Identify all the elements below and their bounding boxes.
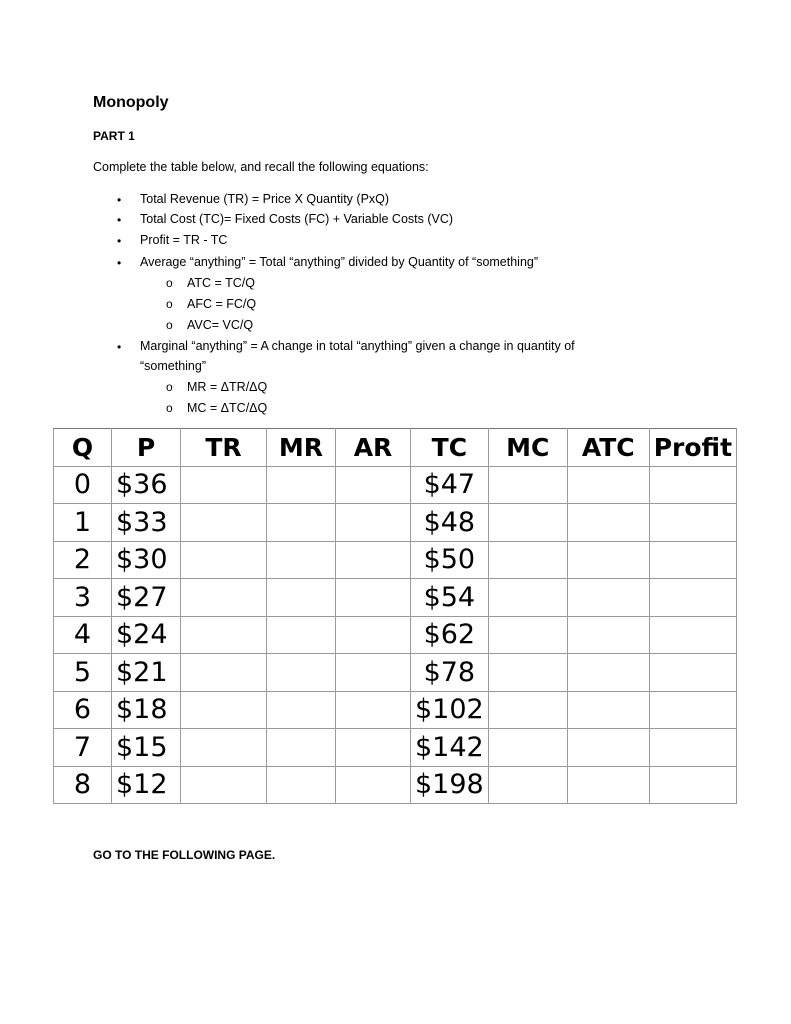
atc-cell[interactable]: [567, 766, 649, 804]
mc-cell[interactable]: [488, 579, 567, 617]
instructions-text: Complete the table below, and recall the following equations:: [93, 160, 429, 174]
mc-cell[interactable]: [488, 616, 567, 654]
atc-cell[interactable]: [567, 466, 649, 504]
mc-cell[interactable]: [488, 729, 567, 767]
header-profit: Profit: [649, 429, 736, 467]
mr-cell[interactable]: [267, 616, 336, 654]
mr-cell[interactable]: [267, 766, 336, 804]
ar-cell[interactable]: [336, 729, 411, 767]
table-header-row: [54, 429, 737, 467]
tr-cell[interactable]: [181, 504, 267, 542]
tr-cell[interactable]: [181, 729, 267, 767]
p-cell: $30: [112, 541, 181, 579]
tc-cell: $47: [411, 466, 489, 504]
header-atc: ATC: [567, 429, 649, 467]
atc-cell[interactable]: [567, 541, 649, 579]
tc-cell: $78: [411, 654, 489, 692]
ar-cell[interactable]: [336, 466, 411, 504]
atc-cell[interactable]: [567, 691, 649, 729]
tc-cell: $54: [411, 579, 489, 617]
profit-cell[interactable]: [649, 541, 736, 579]
q-cell: 3: [54, 579, 112, 617]
p-cell: $15: [112, 729, 181, 767]
tc-cell: $142: [411, 729, 489, 767]
equation-marginal: Marginal “anything” = A change in total “anything” given a change in quantity of: [140, 339, 575, 353]
bullet-icon: •: [117, 256, 122, 270]
atc-cell[interactable]: [567, 654, 649, 692]
profit-cell[interactable]: [649, 466, 736, 504]
bullet-icon: •: [117, 234, 122, 248]
p-cell: $24: [112, 616, 181, 654]
sub-bullet-icon: o: [166, 297, 173, 311]
ar-cell[interactable]: [336, 504, 411, 542]
mr-cell[interactable]: [267, 579, 336, 617]
header-tc: TC: [411, 429, 489, 467]
p-cell: $21: [112, 654, 181, 692]
equation-mr: MR = ΔTR/ΔQ: [187, 380, 268, 394]
p-cell: $12: [112, 766, 181, 804]
q-cell: 0: [54, 466, 112, 504]
mr-cell[interactable]: [267, 654, 336, 692]
equation-afc: AFC = FC/Q: [187, 297, 257, 311]
ar-cell[interactable]: [336, 691, 411, 729]
q-cell: 7: [54, 729, 112, 767]
tr-cell[interactable]: [181, 541, 267, 579]
tc-cell: $62: [411, 616, 489, 654]
table-row: [54, 504, 737, 542]
ar-cell[interactable]: [336, 541, 411, 579]
ar-cell[interactable]: [336, 766, 411, 804]
bullet-icon: •: [117, 340, 122, 354]
profit-cell[interactable]: [649, 729, 736, 767]
sub-bullet-icon: o: [166, 276, 173, 290]
profit-cell[interactable]: [649, 691, 736, 729]
footer-note: GO TO THE FOLLOWING PAGE.: [93, 848, 276, 862]
equation-profit: Profit = TR - TC: [140, 233, 228, 247]
q-cell: 2: [54, 541, 112, 579]
table-row: [54, 579, 737, 617]
profit-cell[interactable]: [649, 616, 736, 654]
table-row: [54, 766, 737, 804]
bullet-icon: •: [117, 193, 122, 207]
tc-cell: $50: [411, 541, 489, 579]
mr-cell[interactable]: [267, 504, 336, 542]
equation-atc: ATC = TC/Q: [187, 276, 255, 290]
p-cell: $27: [112, 579, 181, 617]
tr-cell[interactable]: [181, 466, 267, 504]
ar-cell[interactable]: [336, 579, 411, 617]
mc-cell[interactable]: [488, 691, 567, 729]
table-row: [54, 616, 737, 654]
header-tr: TR: [181, 429, 267, 467]
q-cell: 6: [54, 691, 112, 729]
profit-cell[interactable]: [649, 579, 736, 617]
sub-bullet-icon: o: [166, 318, 173, 332]
table-row: [54, 691, 737, 729]
equation-total-revenue: Total Revenue (TR) = Price X Quantity (PxQ): [140, 192, 390, 206]
tc-cell: $198: [411, 766, 489, 804]
tr-cell[interactable]: [181, 766, 267, 804]
p-cell: $18: [112, 691, 181, 729]
mr-cell[interactable]: [267, 466, 336, 504]
profit-cell[interactable]: [649, 654, 736, 692]
tr-cell[interactable]: [181, 616, 267, 654]
monopoly-table: [53, 428, 737, 804]
q-cell: 5: [54, 654, 112, 692]
ar-cell[interactable]: [336, 616, 411, 654]
equation-total-cost: Total Cost (TC)= Fixed Costs (FC) + Variable Costs (VC): [140, 212, 454, 226]
header-p: P: [112, 429, 181, 467]
profit-cell[interactable]: [649, 504, 736, 542]
header-ar: AR: [336, 429, 411, 467]
mc-cell[interactable]: [488, 466, 567, 504]
mc-cell[interactable]: [488, 654, 567, 692]
table-row: [54, 541, 737, 579]
tc-cell: $102: [411, 691, 489, 729]
equation-marginal-continued: “something”: [140, 359, 206, 373]
equation-avc: AVC= VC/Q: [187, 318, 254, 332]
mc-cell[interactable]: [488, 766, 567, 804]
equation-mc: MC = ΔTC/ΔQ: [187, 401, 268, 415]
q-cell: 8: [54, 766, 112, 804]
header-q: Q: [54, 429, 112, 467]
tc-cell: $48: [411, 504, 489, 542]
sub-bullet-icon: o: [166, 401, 173, 415]
page-title: Monopoly: [93, 94, 169, 111]
ar-cell[interactable]: [336, 654, 411, 692]
table-row: [54, 729, 737, 767]
profit-cell[interactable]: [649, 766, 736, 804]
tr-cell[interactable]: [181, 691, 267, 729]
table-row: [54, 654, 737, 692]
mr-cell[interactable]: [267, 691, 336, 729]
p-cell: $33: [112, 504, 181, 542]
atc-cell[interactable]: [567, 504, 649, 542]
p-cell: $36: [112, 466, 181, 504]
mr-cell[interactable]: [267, 729, 336, 767]
equation-average: Average “anything” = Total “anything” divided by Quantity of “something”: [140, 255, 539, 269]
atc-cell[interactable]: [567, 579, 649, 617]
tr-cell[interactable]: [181, 654, 267, 692]
mr-cell[interactable]: [267, 541, 336, 579]
atc-cell[interactable]: [567, 729, 649, 767]
q-cell: 1: [54, 504, 112, 542]
atc-cell[interactable]: [567, 616, 649, 654]
mc-cell[interactable]: [488, 504, 567, 542]
q-cell: 4: [54, 616, 112, 654]
sub-bullet-icon: o: [166, 380, 173, 394]
header-mr: MR: [267, 429, 336, 467]
tr-cell[interactable]: [181, 579, 267, 617]
bullet-icon: •: [117, 213, 122, 227]
part-label: PART 1: [93, 129, 135, 143]
header-mc: MC: [488, 429, 567, 467]
table-row: [54, 466, 737, 504]
mc-cell[interactable]: [488, 541, 567, 579]
